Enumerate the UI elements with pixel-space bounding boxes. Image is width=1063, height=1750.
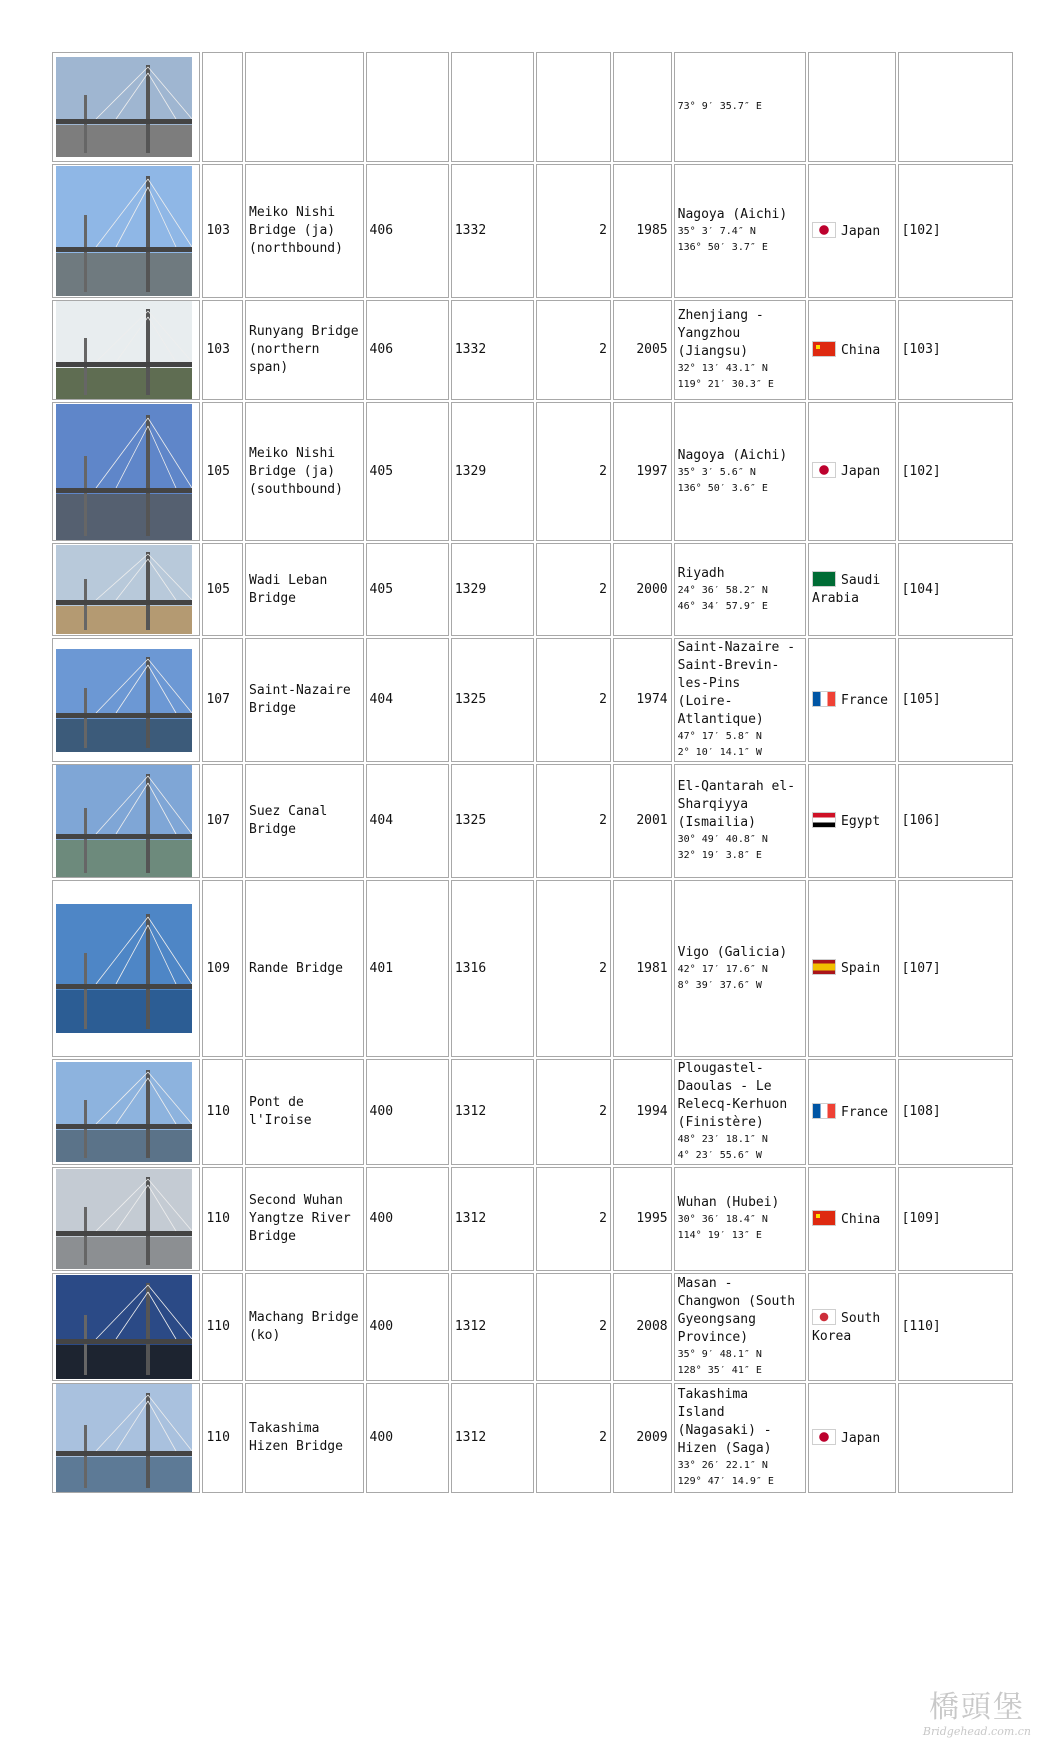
towers-cell: 2: [536, 543, 611, 636]
span-m-cell: 406: [366, 164, 449, 298]
towers-cell: 2: [536, 300, 611, 400]
country-name: France: [841, 1104, 889, 1120]
coordinate: 128° 35′ 41″ E: [677, 1365, 762, 1376]
towers-cell: 2: [536, 1273, 611, 1381]
year-cell: 1981: [613, 880, 672, 1057]
bridge-name-cell: Rande Bridge: [245, 880, 364, 1057]
year-cell: 1997: [613, 402, 672, 541]
location-cell: [674, 1273, 806, 1381]
span-m-cell: 404: [366, 638, 449, 762]
country-cell: [808, 764, 896, 878]
rank-cell: 110: [202, 1167, 243, 1271]
towers-cell: 2: [536, 402, 611, 541]
reference-link: [102]: [898, 402, 1013, 541]
table-row: [52, 880, 1013, 1057]
bridge-name-cell: Suez Canal Bridge: [245, 764, 364, 878]
country-name: Japan: [841, 223, 881, 239]
country-name: Japan: [841, 1430, 881, 1446]
coordinate: 129° 47′ 14.9″ E: [677, 1476, 774, 1487]
span-ft-cell: 1332: [451, 164, 534, 298]
country-cell: [808, 402, 896, 541]
bridge-photo: [52, 1273, 200, 1381]
span-ft-cell: 1312: [451, 1273, 534, 1381]
table-row: [52, 52, 1013, 162]
coordinate: 35° 3′ 7.4″ N: [677, 226, 756, 237]
location-cell: [674, 1167, 806, 1271]
coordinate: 33° 26′ 22.1″ N: [677, 1460, 768, 1471]
rank-cell: 103: [202, 164, 243, 298]
flag-icon: [812, 571, 836, 587]
year-cell: 2005: [613, 300, 672, 400]
coordinate: 32° 19′ 3.8″ E: [677, 850, 762, 861]
location-cell: [674, 402, 806, 541]
flag-icon: [812, 1103, 836, 1119]
table-row: [52, 638, 1013, 762]
bridge-name-cell: Meiko Nishi Bridge (ja) (southbound): [245, 402, 364, 541]
coordinate: 30° 49′ 40.8″ N: [677, 834, 768, 845]
flag-icon: [812, 1210, 836, 1226]
bridge-photo: [52, 52, 200, 162]
country-cell: [808, 1383, 896, 1493]
bridge-photo: [52, 764, 200, 878]
towers-cell: 2: [536, 1059, 611, 1165]
span-m-cell: 400: [366, 1059, 449, 1165]
country-name: Spain: [841, 961, 881, 976]
span-m-cell: 404: [366, 764, 449, 878]
watermark-site: Bridgehead.com.cn: [922, 1725, 1031, 1738]
location-name: Masan - Changwon (South Gyeongsang Province): [677, 1276, 796, 1345]
year-cell: 1995: [613, 1167, 672, 1271]
bridge-name-cell: Wadi Leban Bridge: [245, 543, 364, 636]
location-name: Saint-Nazaire - Saint-Brevin-les-Pins (Loire-Atlantique): [677, 640, 796, 727]
location-cell: [674, 764, 806, 878]
bridge-name-cell: [245, 52, 364, 162]
country-cell: [808, 638, 896, 762]
reference-link: [109]: [898, 1167, 1013, 1271]
location-cell: [674, 543, 806, 636]
rank-cell: [202, 52, 243, 162]
bridge-photo: [52, 1167, 200, 1271]
year-cell: 2009: [613, 1383, 672, 1493]
span-m-cell: 400: [366, 1383, 449, 1493]
rank-cell: 109: [202, 880, 243, 1057]
location-cell: [674, 1059, 806, 1165]
span-ft-cell: 1325: [451, 638, 534, 762]
table-row: [52, 543, 1013, 636]
table-row: [52, 300, 1013, 400]
coordinate: 2° 10′ 14.1″ W: [677, 747, 762, 758]
coordinate: 47° 17′ 5.8″ N: [677, 731, 762, 742]
bridges-table: [50, 50, 1015, 1495]
table-row: [52, 1383, 1013, 1493]
span-ft-cell: 1325: [451, 764, 534, 878]
reference-link: [898, 1383, 1013, 1493]
bridge-photo: [52, 1059, 200, 1165]
coordinate: 73° 9′ 35.7″ E: [677, 101, 762, 112]
reference-link: [110]: [898, 1273, 1013, 1381]
country-cell: [808, 52, 896, 162]
location-name: Riyadh: [677, 565, 725, 581]
coordinate: 42° 17′ 17.6″ N: [677, 963, 768, 975]
bridge-photo: [52, 638, 200, 762]
towers-cell: 2: [536, 1167, 611, 1271]
rank-cell: 105: [202, 543, 243, 636]
reference-link: [102]: [898, 164, 1013, 298]
table-row: [52, 1273, 1013, 1381]
country-cell: [808, 300, 896, 400]
country-name: Japan: [841, 464, 881, 479]
span-m-cell: 401: [366, 880, 449, 1057]
coordinate: 46° 34′ 57.9″ E: [677, 600, 768, 612]
span-m-cell: 400: [366, 1273, 449, 1381]
span-ft-cell: 1312: [451, 1059, 534, 1165]
rank-cell: 103: [202, 300, 243, 400]
country-name: China: [841, 342, 881, 358]
flag-icon: [812, 1309, 836, 1325]
bridge-name-cell: Meiko Nishi Bridge (ja) (northbound): [245, 164, 364, 298]
year-cell: 1985: [613, 164, 672, 298]
span-m-cell: [366, 52, 449, 162]
bridge-photo: [52, 1383, 200, 1493]
span-ft-cell: 1329: [451, 402, 534, 541]
towers-cell: [536, 52, 611, 162]
location-name: Plougastel-Daoulas - Le Relecq-Kerhuon (Finistère): [677, 1061, 788, 1130]
country-cell: [808, 1167, 896, 1271]
bridge-name-cell: Takashima Hizen Bridge: [245, 1383, 364, 1493]
span-ft-cell: [451, 52, 534, 162]
span-ft-cell: 1329: [451, 543, 534, 636]
reference-link: [105]: [898, 638, 1013, 762]
country-name: Saudi Arabia: [812, 573, 881, 606]
rank-cell: 105: [202, 402, 243, 541]
coordinate: 8° 39′ 37.6″ W: [677, 979, 762, 991]
watermark-chinese: 橋頭堡: [928, 1690, 1025, 1725]
bridge-name-cell: Second Wuhan Yangtze River Bridge: [245, 1167, 364, 1271]
flag-icon: [812, 222, 836, 238]
bridge-photo: [52, 543, 200, 636]
span-m-cell: 405: [366, 402, 449, 541]
flag-icon: [812, 1429, 836, 1445]
bridge-name-cell: Runyang Bridge (northern span): [245, 300, 364, 400]
reference-link: [106]: [898, 764, 1013, 878]
span-ft-cell: 1312: [451, 1383, 534, 1493]
country-cell: [808, 164, 896, 298]
country-cell: [808, 543, 896, 636]
bridge-photo: [52, 880, 200, 1057]
reference-link: [104]: [898, 543, 1013, 636]
bridge-name-cell: Pont de l'Iroise: [245, 1059, 364, 1165]
bridge-name-cell: Machang Bridge (ko): [245, 1273, 364, 1381]
country-cell: [808, 1273, 896, 1381]
rank-cell: 107: [202, 638, 243, 762]
table-row: [52, 1059, 1013, 1165]
location-name: Nagoya (Aichi): [677, 207, 788, 222]
location-name: Nagoya (Aichi): [677, 447, 788, 463]
coordinate: 30° 36′ 18.4″ N: [677, 1214, 768, 1225]
span-ft-cell: 1332: [451, 300, 534, 400]
year-cell: 1974: [613, 638, 672, 762]
location-cell: [674, 300, 806, 400]
year-cell: 2000: [613, 543, 672, 636]
coordinate: 136° 50′ 3.6″ E: [677, 482, 768, 494]
country-name: France: [841, 692, 889, 708]
location-cell: [674, 880, 806, 1057]
rank-cell: 107: [202, 764, 243, 878]
table-row: [52, 1167, 1013, 1271]
flag-icon: [812, 341, 836, 357]
span-m-cell: 406: [366, 300, 449, 400]
location-name: Takashima Island (Nagasaki) - Hizen (Saga): [677, 1387, 772, 1456]
location-cell: [674, 164, 806, 298]
location-name: Zhenjiang - Yangzhou (Jiangsu): [677, 308, 764, 359]
towers-cell: 2: [536, 1383, 611, 1493]
span-m-cell: 405: [366, 543, 449, 636]
bridge-photo: [52, 300, 200, 400]
bridge-name-cell: Saint-Nazaire Bridge: [245, 638, 364, 762]
table-row: [52, 402, 1013, 541]
rank-cell: 110: [202, 1273, 243, 1381]
span-m-cell: 400: [366, 1167, 449, 1271]
towers-cell: 2: [536, 880, 611, 1057]
coordinate: 119° 21′ 30.3″ E: [677, 379, 774, 390]
table-row: [52, 764, 1013, 878]
towers-cell: 2: [536, 638, 611, 762]
flag-icon: [812, 812, 836, 828]
table-row: [52, 164, 1013, 298]
year-cell: 2001: [613, 764, 672, 878]
span-ft-cell: 1316: [451, 880, 534, 1057]
watermark-logo: [923, 1691, 1031, 1738]
coordinate: 35° 9′ 48.1″ N: [677, 1349, 762, 1360]
reference-link: [103]: [898, 300, 1013, 400]
country-cell: [808, 880, 896, 1057]
bridge-photo: [52, 164, 200, 298]
coordinate: 114° 19′ 13″ E: [677, 1230, 762, 1241]
bridge-photo: [52, 402, 200, 541]
coordinate: 32° 13′ 43.1″ N: [677, 363, 768, 374]
location-cell: [674, 638, 806, 762]
coordinate: 48° 23′ 18.1″ N: [677, 1134, 768, 1145]
location-cell: [674, 52, 806, 162]
coordinate: 136° 50′ 3.7″ E: [677, 242, 768, 253]
rank-cell: 110: [202, 1383, 243, 1493]
flag-icon: [812, 959, 836, 975]
rank-cell: 110: [202, 1059, 243, 1165]
flag-icon: [812, 691, 836, 707]
country-name: South Korea: [812, 1310, 881, 1344]
coordinate: 24° 36′ 58.2″ N: [677, 584, 768, 596]
reference-link: [107]: [898, 880, 1013, 1057]
towers-cell: 2: [536, 164, 611, 298]
location-cell: [674, 1383, 806, 1493]
year-cell: 2008: [613, 1273, 672, 1381]
location-name: El-Qantarah el-Sharqiyya (Ismailia): [677, 779, 796, 830]
year-cell: 1994: [613, 1059, 672, 1165]
location-name: Wuhan (Hubei): [677, 1195, 780, 1210]
reference-link: [108]: [898, 1059, 1013, 1165]
country-name: Egypt: [841, 813, 881, 829]
towers-cell: 2: [536, 764, 611, 878]
span-ft-cell: 1312: [451, 1167, 534, 1271]
year-cell: [613, 52, 672, 162]
country-name: China: [841, 1211, 881, 1227]
location-name: Vigo (Galicia): [677, 944, 788, 960]
country-cell: [808, 1059, 896, 1165]
reference-link: [898, 52, 1013, 162]
coordinate: 35° 3′ 5.6″ N: [677, 466, 756, 478]
flag-icon: [812, 462, 836, 478]
coordinate: 4° 23′ 55.6″ W: [677, 1150, 762, 1161]
